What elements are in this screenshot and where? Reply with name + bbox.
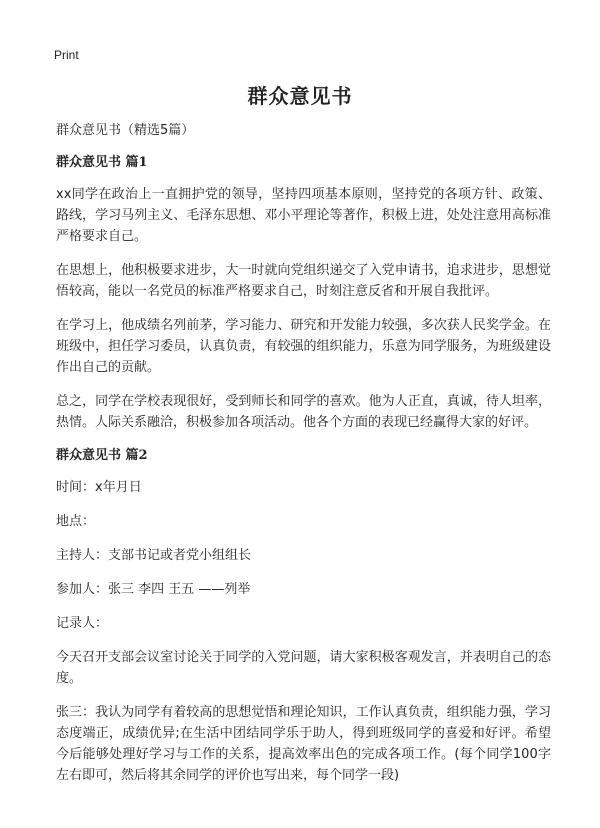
document-subtitle: 群众意见书（精选5篇） <box>56 123 195 138</box>
meeting-place: 地点： <box>56 514 96 529</box>
section-1 <box>56 152 551 433</box>
section-2-paragraph: 张三：我认为同学有着较高的思想觉悟和理论知识，工作认真负责，组织能力强，学习态度端正，成绩优异;在生活中团结同学乐于助人，得到班级同学的喜爱和好评。希望今后能够处理好学习与工作的关系，提高效率出色的完成各项工作。(每个同学100字左右即可，然后将其余同学的评价也写出来，每个同学一段) <box>56 705 551 783</box>
section-1-paragraph: 在学习上，他成绩名列前茅，学习能力、研究和开发能力较强，多次获人民奖学金。在班级中，担任学习委员，认真负责，有较强的组织能力，乐意为同学服务，为班级建设作出自己的贡献。 <box>56 318 551 375</box>
section-1-heading: 群众意见书 篇1 <box>56 155 148 170</box>
section-2 <box>56 445 551 786</box>
section-1-paragraph: 总之，同学在学校表现很好，受到师长和同学的喜欢。他为人正直，真诚，待人坦率，热情。人际关系融洽，积极参加各项活动。他各个方面的表现已经赢得大家的好评。 <box>56 394 551 430</box>
document-body <box>56 120 551 799</box>
section-2-heading: 群众意见书 篇2 <box>56 448 148 463</box>
meeting-time: 时间：x年月日 <box>56 480 142 495</box>
print-link[interactable]: Print <box>54 48 79 62</box>
meeting-host: 主持人：支部书记或者党小组组长 <box>56 548 252 563</box>
section-2-paragraph: 今天召开支部会议室讨论关于同学的入党问题，请大家积极客观发言，并表明自己的态度。 <box>56 650 551 686</box>
section-1-paragraph: 在思想上，他积极要求进步，大一时就向党组织递交了入党申请书，追求进步，思想觉悟较高，能以一名党员的标准严格要求自己，时刻注意反省和开展自我批评。 <box>56 263 551 299</box>
document-title: 群众意见书 <box>247 84 353 108</box>
section-1-paragraph: xx同学在政治上一直拥护党的领导，坚持四项基本原则，坚持党的各项方针、政策、路线，学习马列主义、毛泽东思想、邓小平理论等著作，积极上进，处处注意用高标准严格要求自己。 <box>56 187 551 244</box>
meeting-participants: 参加人：张三 李四 王五 ——列举 <box>56 582 251 597</box>
meeting-recorder: 记录人： <box>56 616 109 631</box>
